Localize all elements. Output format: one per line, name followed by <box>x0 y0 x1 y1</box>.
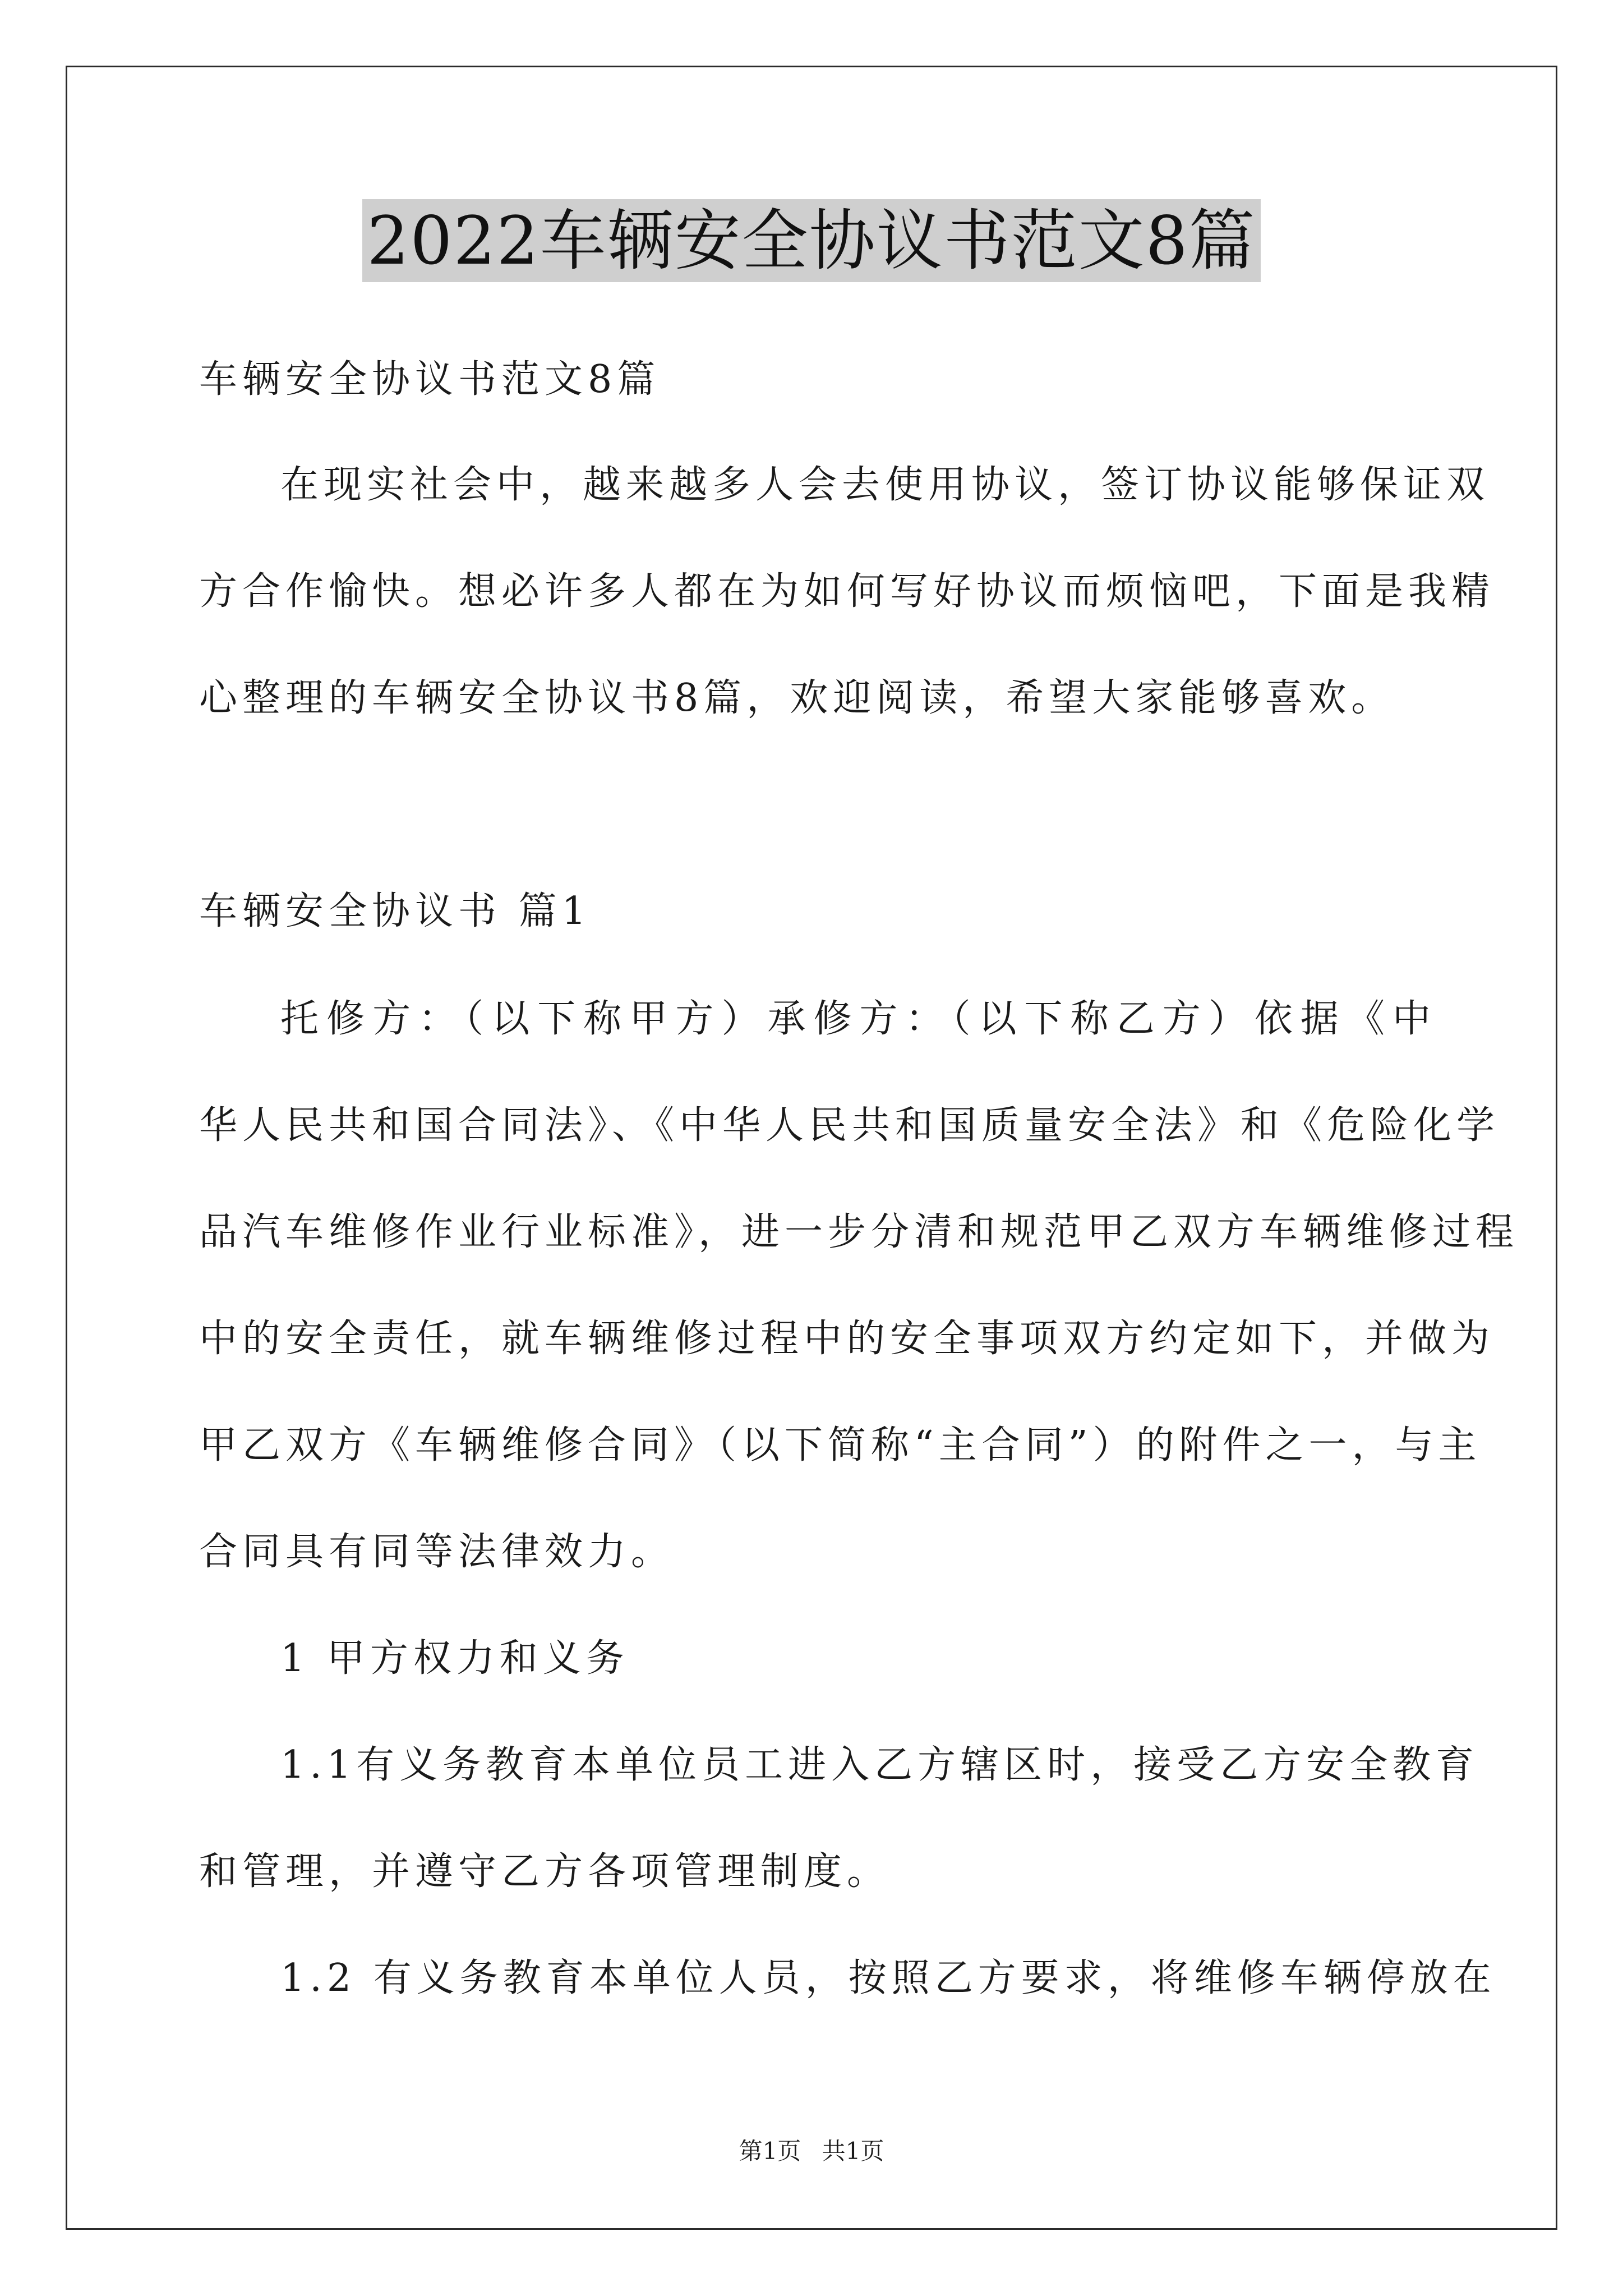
intro-line: 在现实社会中，越来越多人会去使用协议，签订协议能够保证双 <box>280 463 1490 507</box>
page-footer <box>0 2134 1623 2168</box>
body-line: 托修方：（以下称甲方）承修方：（以下称乙方）依据《中 <box>280 997 1436 1041</box>
page-total: 共1页 <box>822 2137 884 2165</box>
body-line: 品汽车维修作业行业标准》，进一步分清和规范甲乙双方车辆维修过程 <box>199 1210 1519 1254</box>
title-block <box>0 199 1623 282</box>
clause-line: 和管理，并遵守乙方各项管理制度。 <box>199 1849 891 1894</box>
body-line: 华人民共和国合同法》、《中华人民共和国质量安全法》和《危险化学 <box>199 1103 1500 1148</box>
document-title: 2022车辆安全协议书范文8篇 <box>362 199 1260 282</box>
document-subtitle: 车辆安全协议书范文8篇 <box>199 357 661 402</box>
clause-line: 1.2 有义务教育本单位人员，按照乙方要求，将维修车辆停放在 <box>280 1956 1496 2000</box>
body-line: 合同具有同等法律效力。 <box>199 1530 675 1574</box>
body-line: 中的安全责任，就车辆维修过程中的安全事项双方约定如下，并做为 <box>199 1317 1495 1361</box>
clause-heading: 1 甲方权力和义务 <box>280 1636 629 1681</box>
intro-line: 方合作愉快。想必许多人都在为如何写好协议而烦恼吧，下面是我精 <box>199 569 1495 614</box>
clause-line: 1.1有义务教育本单位员工进入乙方辖区时，接受乙方安全教育 <box>280 1743 1479 1787</box>
section-heading: 车辆安全协议书 篇1 <box>199 889 591 933</box>
body-line: 甲乙双方《车辆维修合同》（以下简称“主合同”）的附件之一，与主 <box>199 1423 1482 1467</box>
page-number: 第1页 <box>739 2137 801 2165</box>
intro-line: 心整理的车辆安全协议书8篇，欢迎阅读，希望大家能够喜欢。 <box>199 676 1395 720</box>
